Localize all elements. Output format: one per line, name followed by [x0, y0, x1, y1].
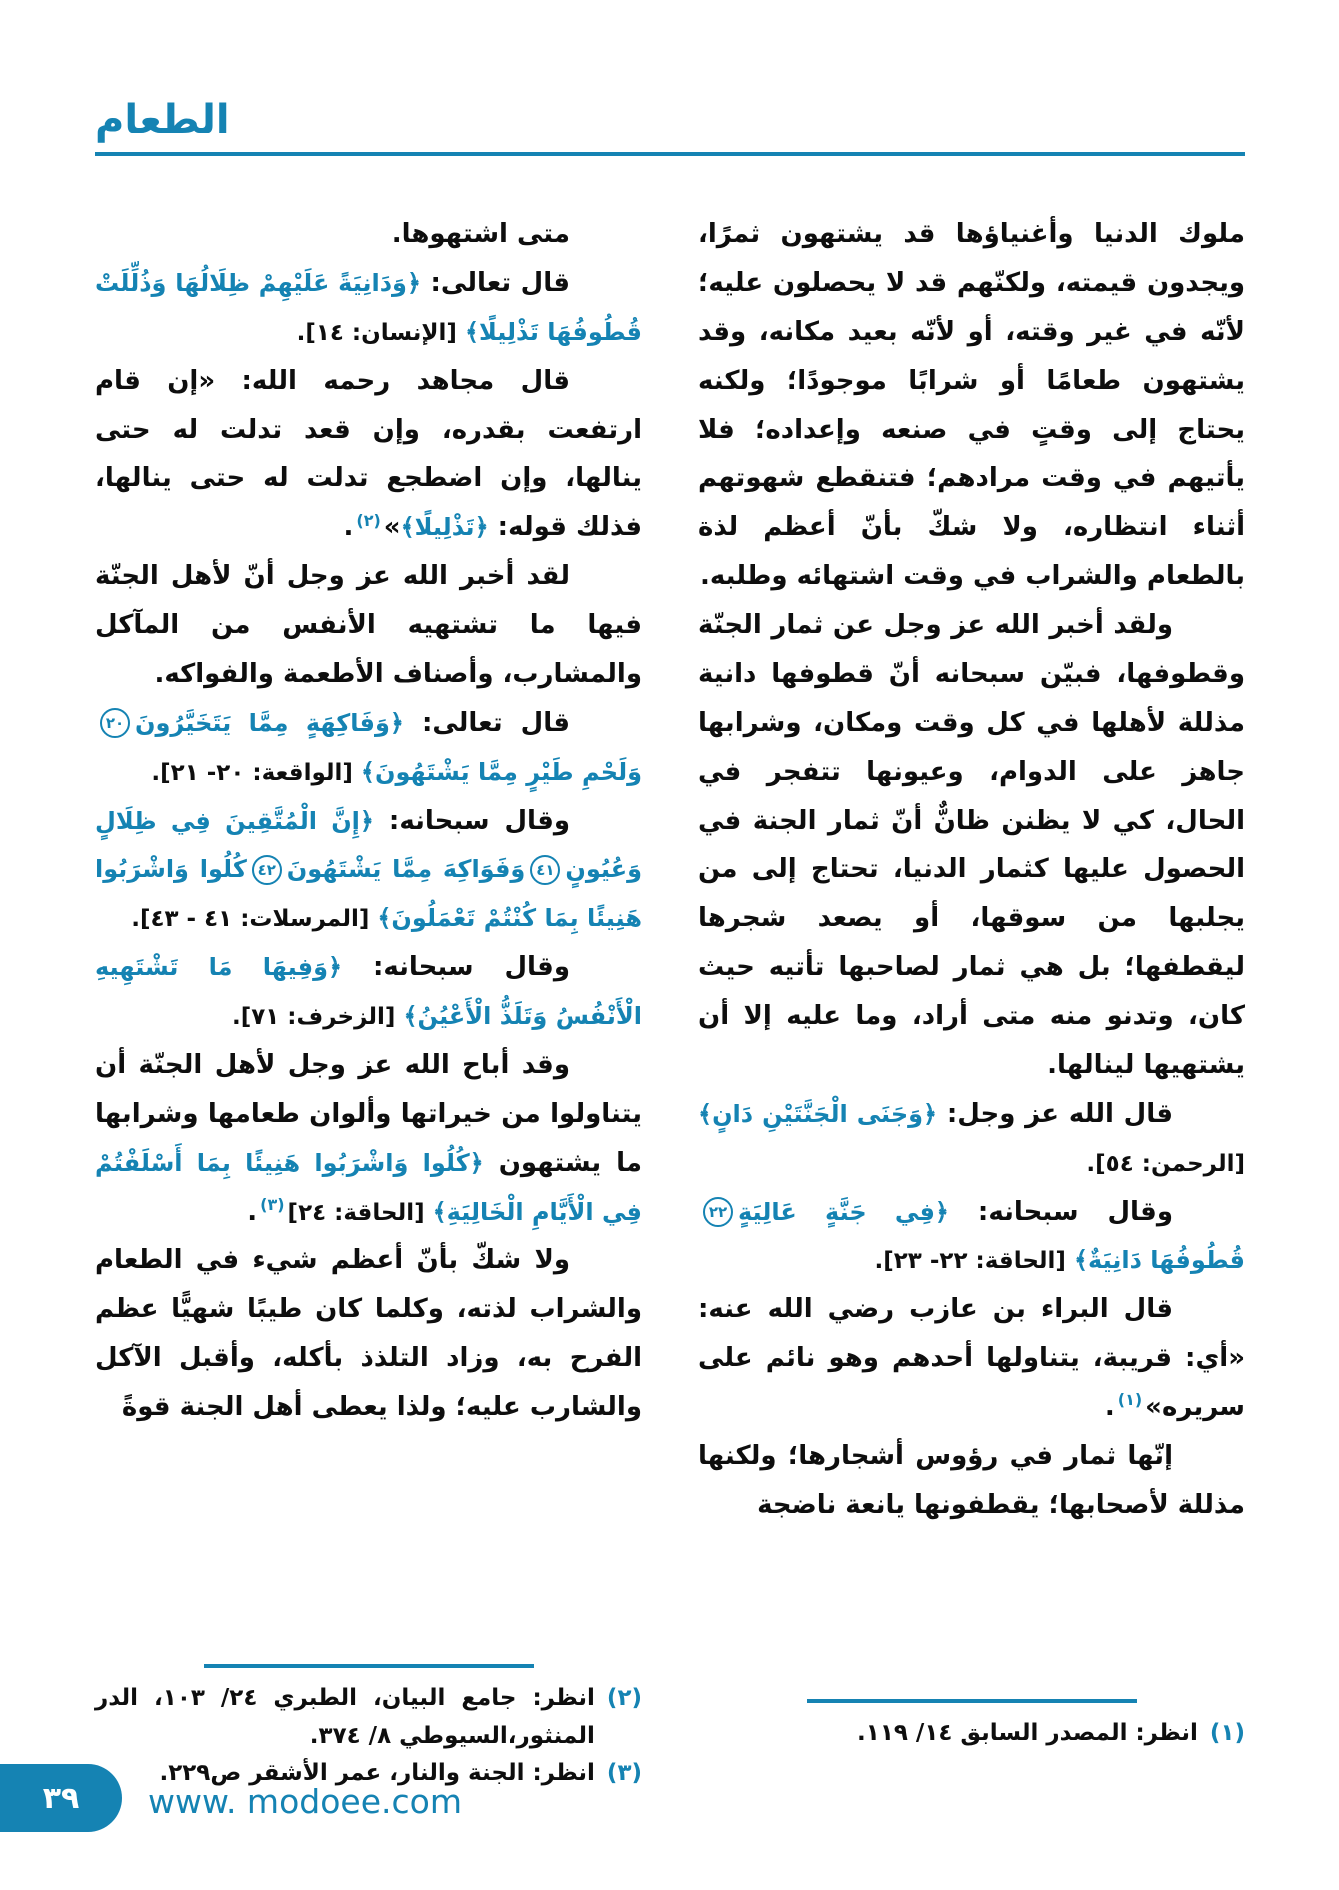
body-text: متى اشتهوها.: [391, 219, 570, 249]
header-rule: [95, 152, 1245, 156]
footnote-separator: [204, 1664, 534, 1668]
paragraph-with-verse: [698, 1090, 1245, 1188]
paragraph: [95, 1236, 642, 1432]
verse-reference: [الواقعة: ٢٠- ٢١].: [151, 759, 361, 786]
footnotes-right: [698, 1699, 1245, 1752]
verse-reference: [المرسلات: ٤١ - ٤٣].: [131, 906, 378, 933]
paragraph: [698, 210, 1245, 601]
paragraph: [698, 1285, 1245, 1432]
footnote-ref: (٢): [356, 510, 381, 530]
chapter-title: الطعام: [95, 97, 230, 143]
column-left: [95, 210, 642, 1792]
verse-reference: [الرحمن: ٥٤].: [1086, 1150, 1245, 1177]
quran-verse: ﴿وَدَانِيَةً عَلَيْهِمْ ظِلَالُهَا وَذُلِّلَتْ قُطُوفُهَا تَذْلِيلًا﴾: [95, 268, 642, 346]
text-columns: [95, 210, 1245, 1792]
footnote-text: انظر: المصدر السابق ١٤/ ١١٩.: [857, 1719, 1198, 1746]
quran-verse: ﴿وَفَاكِهَةٍ مِمَّا يَتَخَيَّرُونَ: [135, 708, 404, 737]
footnote-marker: (١): [1209, 1719, 1245, 1746]
quran-verse: وَلَحْمِ طَيْرٍ مِمَّا يَشْتَهُونَ﴾: [360, 757, 642, 786]
body-text: قال مجاهد رحمه الله: «إن قام ارتفعت بقدره، وإن قعد تدلت له حتى ينالها، وإن اضطجع تدلت له حتى ينالها، فذلك قوله:: [95, 365, 642, 543]
body-text: وقد أباح الله عز وجل لأهل الجنّة أن يتناولوا من خيراتها وألوان طعامها وشرابها ما يشتهون: [95, 1049, 642, 1178]
narration-intro: وقال سبحانه:: [342, 952, 570, 983]
quran-verse: وَفَوَاكِهَ مِمَّا يَشْتَهُونَ: [286, 855, 526, 884]
paragraph: [698, 1432, 1245, 1530]
quran-verse: ﴿وَجَنَى الْجَنَّتَيْنِ دَانٍ﴾: [698, 1099, 938, 1128]
site-url: www. modoee.com: [148, 1782, 462, 1821]
body-text: ولا شكّ بأنّ أعظم شيء في الطعام والشراب لذته، وكلما كان طيبًا شهيًّا عظم الفرح به، وزاد التلذذ بأكله، وأقبل الآكل والشارب عليه؛ ولذا يعطى أهل الجنة قوةً: [95, 1245, 642, 1422]
quran-verse: ﴿إِنَّ الْمُتَّقِينَ فِي ظِلَالٍ وَعُيُونٍ: [95, 806, 642, 884]
footnotes-left: [95, 1664, 642, 1792]
verse-reference: [الزخرف: ٧١].: [231, 1004, 404, 1030]
footnote-marker: (٢): [606, 1685, 642, 1712]
body-text: إنّها ثمار في رؤوس أشجارها؛ ولكنها مذللة لأصحابها؛ يقطفونها يانعة ناضجة: [698, 1440, 1245, 1520]
body-text: لقد أخبر الله عز وجل أنّ لأهل الجنّة فيها ما تشتهيه الأنفس من المآكل والمشارب، وأصناف الأطعمة والفواكه.: [95, 561, 642, 689]
paragraph-with-verse: [95, 943, 642, 1041]
body-text: .: [343, 512, 354, 543]
page-number-badge: [0, 1764, 122, 1832]
page-header: [95, 96, 1245, 156]
footnote: [95, 1680, 642, 1755]
paragraph: [95, 552, 642, 699]
column-right: [698, 210, 1245, 1792]
footnote-text: انظر: جامع البيان، الطبري ٢٤/ ١٠٣، الدر المنثور،السيوطي ٨/ ٣٧٤.: [95, 1685, 595, 1749]
paragraph-with-verse: [95, 1041, 642, 1237]
quran-verse: ﴿فِي جَنَّةٍ عَالِيَةٍ: [738, 1197, 949, 1226]
quran-verse: ﴿كُلُوا وَاشْرَبُوا هَنِيئًا بِمَا أَسْلَفْتُمْ فِي الْأَيَّامِ الْخَالِيَةِ﴾: [95, 1148, 642, 1226]
body-text: .: [1104, 1392, 1115, 1422]
verse-reference: [الإنسان: ١٤].: [296, 319, 465, 346]
narration-intro: وقال سبحانه:: [948, 1196, 1173, 1227]
footnote-marker: (٣): [606, 1759, 642, 1786]
footnote: [698, 1715, 1245, 1752]
ayah-marker: ٤٢: [252, 855, 282, 885]
body-text: »: [383, 512, 401, 543]
paragraph-with-verse: [95, 259, 642, 357]
narration-intro: وقال سبحانه:: [373, 805, 570, 836]
footnote-text: انظر: الجنة والنار، عمر الأشقر ص٢٢٩.: [159, 1759, 595, 1786]
body-text: .: [247, 1196, 258, 1227]
footnote-ref: (٣): [260, 1194, 285, 1214]
narration-intro: قال تعالى:: [403, 707, 570, 738]
ayah-marker: ٢٠: [100, 708, 130, 738]
verse-reference: [الحاقة: ٢٤]: [287, 1199, 433, 1226]
ayah-marker: ٢٢: [703, 1197, 733, 1227]
body-text: ولقد أخبر الله عز وجل عن ثمار الجنّة وقطوفها، فبيّن سبحانه أنّ قطوفها دانية مذللة لأهلها في كل وقت ومكان، وشرابها جاهز على الدوام، وعيونها تتفجر في الحال، كي لا يظنن ظانٌّ أنّ ثمار الجنة في الحصول عليها كثمار الدنيا، تحتاج إلى من يجلبها من سوقها، أو يصعد شجرها ليقطفها؛ بل هي ثمار لصاحبها تأتيه حيث كان، وتدنو منه متى أراد، وما عليه إلا أن يشتهيها لينالها.: [698, 610, 1245, 1080]
quran-verse: كُلُوا وَاشْرَبُوا هَنِيئًا بِمَا كُنْتُمْ تَعْمَلُونَ﴾: [95, 855, 642, 933]
paragraph-with-verse: [95, 699, 642, 797]
paragraph-with-verse: [95, 357, 642, 553]
quran-verse: قُطُوفُهَا دَانِيَةٌ﴾: [1073, 1246, 1245, 1275]
verse-reference: [الحاقة: ٢٢- ٢٣].: [874, 1248, 1074, 1275]
paragraph-with-verse: [95, 797, 642, 944]
footnote-separator: [807, 1699, 1137, 1703]
paragraph: [95, 210, 642, 259]
footnote-ref: (١): [1117, 1390, 1143, 1410]
quran-verse: ﴿وَفِيهَا مَا تَشْتَهِيهِ الْأَنْفُسُ وَتَلَذُّ الْأَعْيُنُ﴾: [95, 953, 642, 1030]
ayah-marker: ٤١: [530, 855, 560, 885]
page-number: ٣٩: [42, 1780, 80, 1816]
paragraph-with-verse: [698, 1188, 1245, 1286]
quran-verse: ﴿تَذْلِيلًا﴾: [400, 513, 489, 542]
narration-intro: قال تعالى:: [421, 267, 570, 298]
paragraph: [698, 601, 1245, 1090]
body-text: قال البراء بن عازب رضي الله عنه: «أي: قريبة، يتناولها أحدهم وهو نائم على سريره»: [698, 1294, 1245, 1422]
narration-intro: قال الله عز وجل:: [937, 1098, 1173, 1129]
body-text: ملوك الدنيا وأغنياؤها قد يشتهون ثمرًا، ويجدون قيمته، ولكنّهم قد لا يحصلون عليه؛ لأنّه في غير وقته، أو لأنّه بعيد مكانه، وقد يشتهون طعامًا أو شرابًا موجودًا؛ ولكنه يحتاج إلى وقتٍ في صنعه وإعداده؛ فلا يأتيهم في وقت مرادهم؛ فتنقطع شهوتهم أثناء انتظاره، ولا شكّ بأنّ أعظم لذة بالطعام والشراب في وقت اشتهائه وطلبه.: [698, 219, 1245, 592]
